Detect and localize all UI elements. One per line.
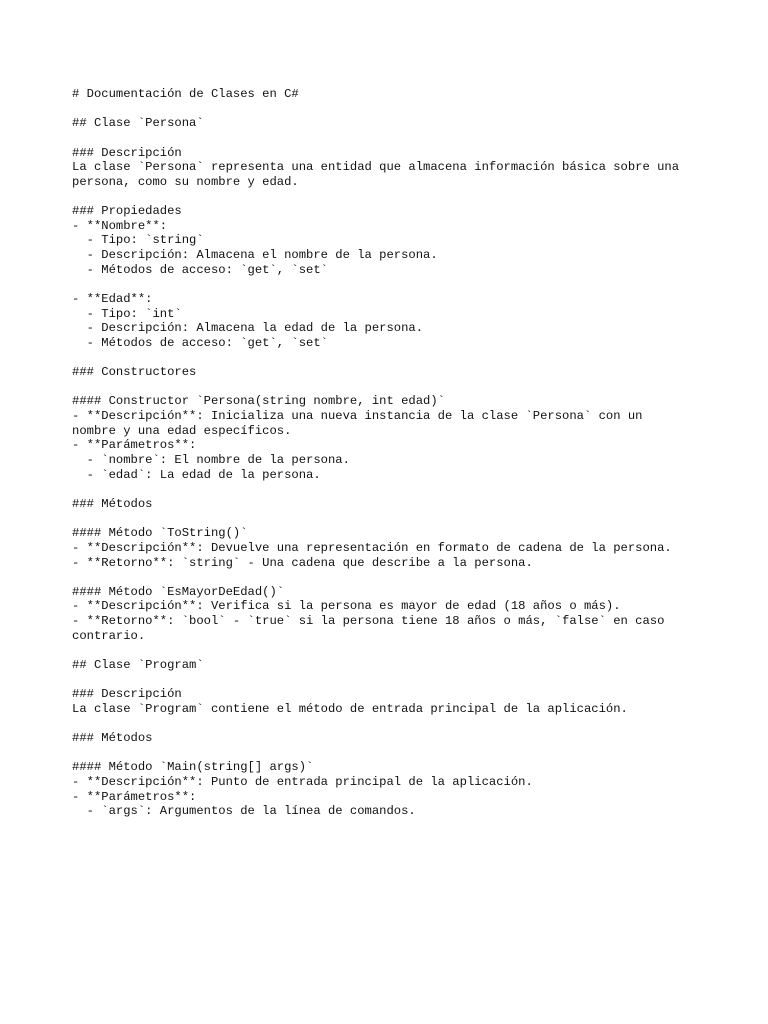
list-item: - `nombre`: El nombre de la persona. [72, 453, 350, 468]
heading-4: #### Constructor `Persona(string nombre, int edad)` [72, 394, 445, 409]
heading-3: ### Descripción [72, 145, 182, 160]
blank-line [72, 717, 732, 732]
heading-3: ### Métodos [72, 731, 153, 746]
heading-2: ## Clase `Program` [72, 657, 204, 672]
list-item: - **Nombre**: [72, 218, 168, 233]
heading-4: #### Método `EsMayorDeEdad()` [72, 584, 285, 599]
heading-3: ### Propiedades [72, 204, 182, 219]
blank-line [72, 351, 732, 366]
text-line: La clase `Program` contiene el método de entrada principal de la aplicación. [72, 701, 628, 716]
text-line: contrario. [72, 628, 146, 643]
list-item: - **Descripción**: Inicializa una nueva instancia de la clase `Persona` con un [72, 409, 643, 424]
document-body [72, 87, 732, 819]
heading-3: ### Constructores [72, 365, 197, 380]
list-item: - **Edad**: [72, 291, 153, 306]
heading-1: # Documentación de Clases en C# [72, 87, 299, 101]
list-item: - Métodos de acceso: `get`, `set` [72, 335, 328, 350]
text-line: persona, como su nombre y edad. [72, 174, 299, 189]
list-item: - **Parámetros**: [72, 789, 197, 804]
blank-line [72, 131, 732, 146]
list-item: - Métodos de acceso: `get`, `set` [72, 262, 328, 277]
blank-line [72, 643, 732, 658]
heading-4: #### Método `ToString()` [72, 526, 248, 541]
blank-line [72, 277, 732, 292]
heading-3: ### Descripción [72, 687, 182, 702]
list-item: - `args`: Argumentos de la línea de comandos. [72, 804, 416, 819]
list-item: - **Descripción**: Verifica si la persona es mayor de edad (18 años o más). [72, 599, 621, 614]
heading-2: ## Clase `Persona` [72, 116, 204, 131]
list-item: - Descripción: Almacena el nombre de la persona. [72, 248, 438, 263]
blank-line [72, 102, 732, 117]
text-line: La clase `Persona` representa una entidad que almacena información básica sobre una [72, 160, 680, 175]
list-item: - **Retorno**: `string` - Una cadena que describe a la persona. [72, 555, 533, 570]
list-item: - Descripción: Almacena la edad de la persona. [72, 321, 424, 336]
list-item: - `edad`: La edad de la persona. [72, 467, 321, 482]
list-item: - Tipo: `int` [72, 306, 182, 321]
blank-line [72, 673, 732, 688]
blank-line [72, 189, 732, 204]
heading-4: #### Método `Main(string[] args)` [72, 760, 314, 775]
blank-line [72, 746, 732, 761]
text-line: nombre y una edad específicos. [72, 423, 292, 438]
list-item: - **Retorno**: `bool` - `true` si la persona tiene 18 años o más, `false` en caso [72, 614, 665, 629]
blank-line [72, 482, 732, 497]
list-item: - **Descripción**: Punto de entrada principal de la aplicación. [72, 775, 533, 790]
list-item: - Tipo: `string` [72, 233, 204, 248]
list-item: - **Parámetros**: [72, 438, 197, 453]
blank-line [72, 570, 732, 585]
blank-line [72, 380, 732, 395]
blank-line [72, 512, 732, 527]
heading-3: ### Métodos [72, 496, 153, 511]
list-item: - **Descripción**: Devuelve una representación en formato de cadena de la persona. [72, 540, 672, 555]
